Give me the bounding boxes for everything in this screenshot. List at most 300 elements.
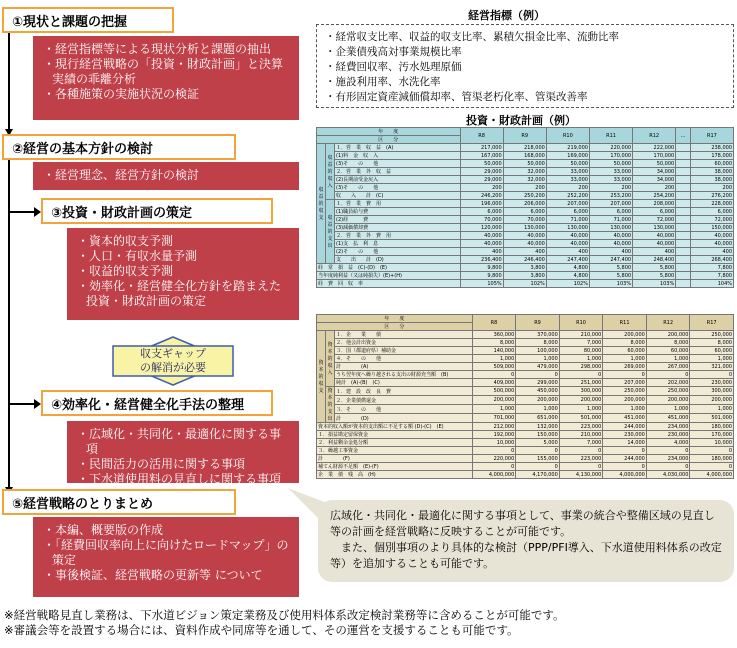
- table-cell: 321,000: [690, 363, 734, 371]
- table-side-out: 収益的支出: [326, 200, 335, 264]
- step-3-title: [41, 198, 273, 224]
- table-row-label: １．営 業 収 益 (A): [335, 144, 461, 152]
- table-cell: 0: [690, 371, 734, 379]
- step-1-item: ・ 現行経営戦略の「投資・財政計画」と決算実績の乖離分析: [43, 57, 293, 87]
- table-cell: 200,000: [646, 331, 690, 339]
- table-row-label: 企 業 債 残 高 (H): [317, 471, 473, 479]
- table-row: [317, 387, 734, 396]
- table-cell: 34,000: [633, 168, 676, 176]
- step-2-title-text: ②経営の基本方針の検討: [12, 141, 154, 157]
- table-cell: 140,000: [472, 347, 516, 355]
- table-cell: 29,000: [460, 176, 503, 184]
- table-cell: 246,400: [503, 256, 546, 264]
- table-cell: 9,800: [460, 272, 503, 280]
- step-2-title: [2, 134, 236, 160]
- table-cell: 0: [603, 463, 647, 471]
- table-row: [317, 280, 734, 288]
- indicator-item: ・ 有形固定資産減価償却率、管渠老朽化率、管渠改善率: [325, 90, 725, 105]
- table-cell: 60,000: [690, 160, 733, 168]
- table-row: [317, 232, 734, 240]
- step-3-item: ・ 収益的収支予測: [77, 264, 293, 279]
- table-cell: 200: [589, 184, 632, 192]
- table-header-col: R8: [460, 128, 503, 144]
- table-cell: 0: [559, 371, 603, 379]
- table-cell: 130,000: [546, 224, 589, 232]
- table-row: [317, 455, 734, 463]
- step-4-item: ・ 民間活力の活用に関する事項: [77, 457, 293, 472]
- footnote: ※経営戦略見直し業務は、下水道ビジョン策定業務及び使用料体系改定検討業務等に含めることが可能です。: [4, 608, 565, 622]
- table-cell: 200,000: [603, 331, 647, 339]
- table-row: [317, 431, 734, 439]
- table-row-label: 計 (A): [335, 363, 473, 371]
- table-row: [317, 160, 734, 168]
- table-cell: 0: [516, 371, 560, 379]
- table-row-label: 当年度純利益（又は純損失）(E)+(H): [317, 272, 461, 280]
- table-cell: 40,000: [690, 232, 733, 240]
- table-cell: 5,800: [633, 264, 676, 272]
- table-cell: 501,000: [559, 414, 603, 423]
- table-row: [317, 447, 734, 455]
- table-side-outer: 収益的収支: [317, 144, 326, 264]
- step-4-title: [41, 390, 273, 416]
- table-header-col: …: [676, 128, 691, 144]
- table-cell: 80,000: [559, 347, 603, 355]
- table-row: [317, 371, 734, 379]
- plan-title: 投資・財政計画（例）: [466, 114, 576, 127]
- table-cell: 33,000: [589, 168, 632, 176]
- table-cell: 250,000: [603, 387, 647, 396]
- table-cell: [676, 216, 691, 224]
- table-cell: 4,130,000: [559, 471, 603, 479]
- table-header-col: R17: [690, 315, 734, 331]
- table-cell: [676, 232, 691, 240]
- table-cell: 8,000: [472, 339, 516, 347]
- table-cell: 250,000: [646, 387, 690, 396]
- table-cell: 33,000: [546, 168, 589, 176]
- table-cell: 509,000: [472, 363, 516, 371]
- table-cell: 130,000: [633, 224, 676, 232]
- table-cell: 6,000: [589, 208, 632, 216]
- table-cell: 132,000: [516, 423, 560, 431]
- table-row: [317, 405, 734, 414]
- table-cell: 105%: [460, 280, 503, 288]
- table-cell: 6,000: [546, 208, 589, 216]
- step-2-box: [33, 162, 299, 190]
- table-row: [317, 414, 734, 423]
- table-header-col: R10: [546, 128, 589, 144]
- table-row: [317, 152, 734, 160]
- table-cell: 223,000: [559, 455, 603, 463]
- table-cell: 479,000: [516, 363, 560, 371]
- table-cell: 71,000: [546, 216, 589, 224]
- table-cell: 298,000: [559, 363, 603, 371]
- table-header-col: R12: [633, 128, 676, 144]
- indicators-title: 経営指標（例）: [468, 9, 545, 22]
- table-cell: 6,000: [460, 208, 503, 216]
- table-cell: [676, 280, 691, 288]
- table-cell: 32,000: [503, 176, 546, 184]
- table-row-label: 収 入 計 (C): [335, 192, 461, 200]
- table-cell: 103%: [633, 280, 676, 288]
- table-row: [317, 200, 734, 208]
- table-cell: 248,400: [633, 256, 676, 264]
- table-cell: 8,000: [603, 339, 647, 347]
- table-cell: 206,000: [503, 200, 546, 208]
- table-cell: [676, 208, 691, 216]
- table-row: [317, 355, 734, 363]
- callout-text: [330, 508, 722, 572]
- table-cell: 223,000: [559, 423, 603, 431]
- step-5-title-text: ⑤経営戦略のとりまとめ: [12, 496, 154, 512]
- table-cell: 167,000: [460, 152, 503, 160]
- table-2-wrap: [316, 314, 734, 489]
- table-cell: 102%: [503, 280, 546, 288]
- table-cell: 234,000: [646, 455, 690, 463]
- table-cell: 450,000: [516, 387, 560, 396]
- table-cell: 40,000: [589, 240, 632, 248]
- table-row-label: 経 費 回 収 率: [317, 280, 461, 288]
- table-cell: 6,000: [633, 208, 676, 216]
- table-cell: 202,000: [646, 379, 690, 387]
- table-cell: 230,000: [603, 431, 647, 439]
- table-cell: 0: [603, 447, 647, 455]
- table-header-year: 年 度: [317, 128, 461, 136]
- table-row: [317, 208, 734, 216]
- table-header-col: R12: [646, 315, 690, 331]
- table-cell: 217,000: [460, 144, 503, 152]
- table-cell: 200: [460, 184, 503, 192]
- table-cell: 72,000: [690, 216, 733, 224]
- income-table: [316, 127, 734, 288]
- table-cell: 208,000: [633, 200, 676, 208]
- table-cell: 222,000: [633, 144, 676, 152]
- table-cell: 253,200: [589, 192, 632, 200]
- table-cell: 33,000: [589, 176, 632, 184]
- table-cell: 200,000: [516, 396, 560, 405]
- table-cell: 178,000: [690, 152, 733, 160]
- step-4-box: [67, 421, 299, 486]
- table-cell: 228,000: [690, 200, 733, 208]
- table-cell: 651,000: [516, 414, 560, 423]
- table-cell: 32,000: [503, 168, 546, 176]
- table-cell: 451,000: [646, 414, 690, 423]
- table-cell: 180,000: [690, 423, 734, 431]
- step-3-item: ・ 資本的収支予測: [77, 234, 293, 249]
- table-cell: 218,000: [503, 144, 546, 152]
- table-cell: 1,000: [603, 405, 647, 414]
- table-cell: 1,000: [472, 405, 516, 414]
- table-cell: [676, 248, 691, 256]
- indicator-item: ・ 施設利用率、水洗化率: [325, 75, 725, 90]
- table-cell: 4,000,000: [690, 471, 734, 479]
- step-1-box: [33, 36, 299, 120]
- table-row: [317, 240, 734, 248]
- table-cell: 400: [460, 248, 503, 256]
- table-cell: 267,000: [646, 363, 690, 371]
- table-row-label: ３．繰越工事資金: [317, 447, 473, 455]
- flow-line: [8, 24, 10, 496]
- table-cell: 70,000: [460, 216, 503, 224]
- table-row-label: ３．そ の 他: [335, 405, 473, 414]
- step-5-box: [33, 517, 299, 597]
- table-row-label: ２．利益剰余金処分額: [317, 439, 473, 447]
- table-cell: 207,000: [546, 200, 589, 208]
- table-row-label: １．営 業 費 用: [335, 200, 461, 208]
- table-cell: 5,800: [589, 272, 632, 280]
- table-cell: 130,000: [503, 224, 546, 232]
- table-row-label: ２．営 業 外 費 用: [335, 232, 461, 240]
- table-cell: 103%: [589, 280, 632, 288]
- table-cell: 219,000: [546, 144, 589, 152]
- table-cell: 6,000: [690, 208, 733, 216]
- table-cell: 0: [646, 371, 690, 379]
- table-cell: 14,000: [603, 439, 647, 447]
- table-cell: 210,000: [559, 431, 603, 439]
- table-cell: 300,000: [559, 387, 603, 396]
- table-row-label: ２．他会計出資金: [335, 339, 473, 347]
- table-cell: 71,000: [589, 216, 632, 224]
- callout-line: また、個別事項のより具体的な検討（PPP/PFI導入、下水道使用料体系の改定等）を追加することも可能です。: [330, 541, 722, 570]
- table-cell: 250,200: [503, 192, 546, 200]
- table-cell: 3,800: [503, 272, 546, 280]
- table-cell: 150,000: [690, 224, 733, 232]
- table-cell: 1,000: [603, 355, 647, 363]
- step-1-title-text: ①現状と課題の把握: [12, 14, 128, 30]
- table-row: [317, 347, 734, 355]
- table-cell: 50,000: [503, 160, 546, 168]
- table-cell: 40,000: [690, 240, 733, 248]
- table-row: [317, 216, 734, 224]
- table-cell: 170,000: [589, 152, 632, 160]
- table-row: [317, 471, 734, 479]
- table-cell: 247,400: [589, 256, 632, 264]
- table-cell: 0: [516, 447, 560, 455]
- table-row-label: (3)減価償却費: [335, 224, 461, 232]
- footnote: ※審議会等を設置する場合には、資料作成や同席等を通して、その運営を支援することも可能です。: [4, 623, 519, 637]
- step-5-item: ・ 「経費回収率向上に向けたロードマップ」の策定: [43, 538, 293, 568]
- table-row-label: ２．営 業 外 収 益: [335, 168, 461, 176]
- table-header-year: 年 度: [317, 315, 473, 323]
- gap-label-line: 収支ギャップ: [140, 347, 206, 360]
- table-row: [317, 331, 734, 339]
- table-cell: 236,400: [460, 256, 503, 264]
- table-cell: 1,000: [646, 355, 690, 363]
- table-cell: [676, 192, 691, 200]
- table-row-label: (3)そ の 他: [335, 160, 461, 168]
- table-cell: 40,000: [546, 240, 589, 248]
- table-cell: 220,000: [472, 455, 516, 463]
- table-cell: 501,000: [690, 414, 734, 423]
- table-cell: 70,000: [503, 216, 546, 224]
- table-cell: 370,000: [516, 331, 560, 339]
- table-side-in: 収益的収入: [326, 144, 335, 200]
- step-4-item: ・ 下水道使用料の見直しに関する事項: [77, 472, 293, 487]
- table-cell: 200,000: [646, 396, 690, 405]
- table-row-label: 計 (F): [317, 455, 473, 463]
- table-row: [317, 379, 734, 387]
- table-cell: 40,000: [460, 240, 503, 248]
- table-cell: 150,000: [516, 431, 560, 439]
- step-3-title-text: ③投資・財政計画の策定: [51, 205, 193, 221]
- table-cell: 60,000: [603, 347, 647, 355]
- table-row-label: (1)職員給与費: [335, 208, 461, 216]
- table-row-label: (3)そ の 他: [335, 184, 461, 192]
- table-row-label: １．企 業 債: [335, 331, 473, 339]
- table-cell: [676, 256, 691, 264]
- table-cell: 104%: [690, 280, 733, 288]
- table-cell: 252,200: [546, 192, 589, 200]
- table-cell: 1,000: [646, 405, 690, 414]
- table-cell: 180,000: [690, 455, 734, 463]
- table-cell: 5,800: [633, 272, 676, 280]
- step-1-item: ・ 各種施策の実施状況の検証: [43, 87, 293, 102]
- table-side-outer: 資本的収支: [317, 331, 326, 423]
- table-cell: 207,000: [603, 379, 647, 387]
- table-cell: 60,000: [646, 347, 690, 355]
- table-cell: 4,800: [546, 272, 589, 280]
- table-cell: 1,000: [559, 405, 603, 414]
- table-cell: 244,000: [603, 423, 647, 431]
- table-cell: 0: [690, 463, 734, 471]
- table-cell: 268,400: [690, 256, 733, 264]
- step-1-title: [2, 7, 174, 33]
- table-cell: 170,000: [633, 152, 676, 160]
- step-1-item: ・ 経営指標等による現状分析と課題の抽出: [43, 42, 293, 57]
- table-cell: 200,000: [690, 396, 734, 405]
- table-cell: [676, 160, 691, 168]
- step-5-item: ・ 本編、概要版の作成: [43, 523, 293, 538]
- table-cell: 7,800: [690, 264, 733, 272]
- table-cell: 230,000: [646, 431, 690, 439]
- table-cell: 1,000: [472, 355, 516, 363]
- table-cell: 238,000: [690, 144, 733, 152]
- table-cell: 0: [472, 371, 516, 379]
- table-row: [317, 176, 734, 184]
- table-cell: 4,000: [646, 439, 690, 447]
- table-cell: 3,800: [503, 264, 546, 272]
- table-cell: 230,000: [690, 379, 734, 387]
- table-cell: 4,000,000: [603, 471, 647, 479]
- table-cell: 246,200: [460, 192, 503, 200]
- table-cell: 34,000: [633, 176, 676, 184]
- table-cell: 1,000: [559, 355, 603, 363]
- table-row-label: ４．そ の 他: [335, 355, 473, 363]
- table-cell: [676, 240, 691, 248]
- table-cell: 0: [690, 447, 734, 455]
- table-cell: 72,000: [633, 216, 676, 224]
- table-cell: 299,000: [516, 379, 560, 387]
- table-header-col: R9: [516, 315, 560, 331]
- table-row: [317, 192, 734, 200]
- table-cell: 200,000: [603, 396, 647, 405]
- table-cell: 60,000: [690, 347, 734, 355]
- table-cell: 300,000: [690, 387, 734, 396]
- table-cell: 200,000: [472, 396, 516, 405]
- indicator-item: ・ 経費回収率、汚水処理原価: [325, 60, 725, 75]
- table-cell: 4,030,000: [646, 471, 690, 479]
- table-cell: 1,000: [516, 405, 560, 414]
- table-header-col: R8: [472, 315, 516, 331]
- table-row-label: 支 出 計 (D): [335, 256, 461, 264]
- table-cell: 120,000: [460, 224, 503, 232]
- table-cell: 38,000: [690, 176, 733, 184]
- step-2-item: ・ 経営理念、経営方針の検討: [43, 168, 293, 183]
- table-row: [317, 272, 734, 280]
- table-side-in: 資本的収入: [326, 331, 335, 387]
- table-cell: 210,000: [559, 331, 603, 339]
- table-cell: 247,400: [546, 256, 589, 264]
- table-header-col: R11: [603, 315, 647, 331]
- table-cell: 0: [559, 463, 603, 471]
- table-row-label: 補てん財源不足額 (E)-(F): [317, 463, 473, 471]
- table-row: [317, 168, 734, 176]
- table-side-out: 資本的支出: [327, 388, 333, 422]
- table-header-col: R9: [503, 128, 546, 144]
- table-cell: 8,000: [690, 339, 734, 347]
- table-cell: 10,000: [472, 439, 516, 447]
- table-cell: 200: [633, 184, 676, 192]
- table-row: [317, 144, 734, 152]
- table-row: [317, 184, 734, 192]
- table-cell: 169,000: [546, 152, 589, 160]
- table-cell: 40,000: [633, 240, 676, 248]
- table-header-kubun: 区 分: [317, 323, 473, 331]
- table-cell: 4,170,000: [516, 471, 560, 479]
- table-cell: 244,000: [603, 455, 647, 463]
- table-1-wrap: [316, 127, 734, 302]
- table-cell: 102%: [546, 280, 589, 288]
- table-cell: 8,000: [646, 339, 690, 347]
- table-row-label: 経 常 損 益 (C)-(D) (E): [317, 264, 461, 272]
- table-cell: 40,000: [633, 232, 676, 240]
- table-row: [317, 363, 734, 371]
- table-cell: 200,000: [559, 396, 603, 405]
- table-cell: 276,200: [690, 192, 733, 200]
- table-cell: 50,000: [633, 160, 676, 168]
- table-cell: 269,000: [603, 363, 647, 371]
- table-cell: 400: [589, 248, 632, 256]
- table-cell: 254,200: [633, 192, 676, 200]
- table-cell: 4,000,000: [472, 471, 516, 479]
- table-cell: 155,000: [516, 455, 560, 463]
- table-cell: [676, 152, 691, 160]
- table-cell: 168,000: [503, 152, 546, 160]
- table-cell: 1,000: [516, 355, 560, 363]
- table-cell: [676, 144, 691, 152]
- branch-arrow-3: [9, 211, 35, 213]
- table-cell: 0: [646, 447, 690, 455]
- table-cell: 130,000: [589, 224, 632, 232]
- table-row-label: (2)長期前受金戻入: [335, 176, 461, 184]
- table-cell: 400: [633, 248, 676, 256]
- step-3-item: ・ 人口・有収水量予測: [77, 249, 293, 264]
- table-cell: [676, 264, 691, 272]
- table-row-label: 資本的収入額が資本的支出額に不足する額 (D)-(C) (E): [317, 423, 473, 431]
- table-cell: 196,000: [460, 200, 503, 208]
- table-row-label: １．損益勘定留保資金: [317, 431, 473, 439]
- table-cell: 220,000: [589, 144, 632, 152]
- table-cell: 0: [516, 463, 560, 471]
- indicator-item: ・ 企業債残高対事業規模比率: [325, 45, 725, 60]
- table-cell: 50,000: [546, 160, 589, 168]
- table-row-label: ３．国（都道府県）補助金: [335, 347, 473, 355]
- table-cell: 7,000: [559, 439, 603, 447]
- table-cell: 0: [559, 447, 603, 455]
- table-cell: 50,000: [460, 160, 503, 168]
- table-cell: 360,000: [472, 331, 516, 339]
- table-cell: 8,000: [516, 339, 560, 347]
- table-cell: 200: [546, 184, 589, 192]
